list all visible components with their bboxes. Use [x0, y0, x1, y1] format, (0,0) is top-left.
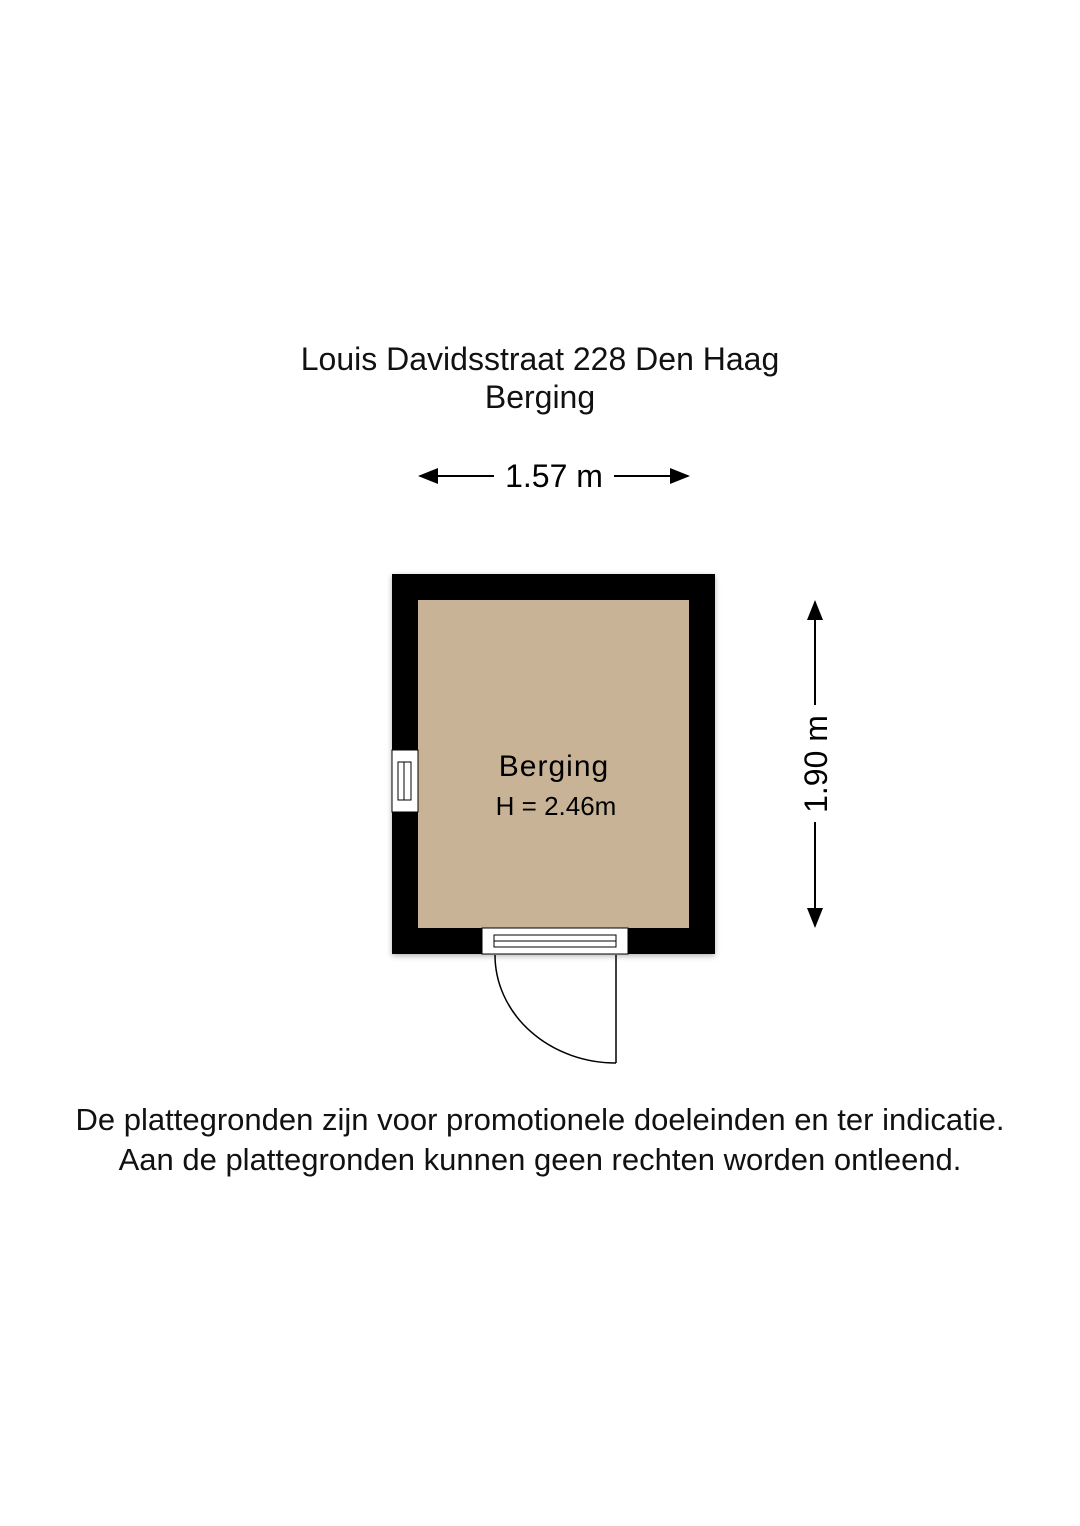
disclaimer [0, 1100, 1080, 1180]
width-dimension [420, 458, 688, 494]
disclaimer-line-2: Aan de plattegronden kunnen geen rechten worden ontleend. [118, 1142, 962, 1177]
floor-name: Berging [484, 379, 596, 415]
depth-label: 1.90 m [798, 715, 834, 813]
room-height: H = 2.46m [495, 791, 617, 821]
width-label: 1.57 m [505, 458, 603, 494]
door [482, 928, 628, 1063]
disclaimer-line-1: De plattegronden zijn voor promotionele doeleinden en ter indicatie. [75, 1102, 1005, 1137]
depth-dimension [798, 602, 834, 926]
address: Louis Davidsstraat 228 Den Haag [300, 341, 780, 377]
window [392, 750, 418, 812]
room-name: Berging [498, 750, 610, 783]
